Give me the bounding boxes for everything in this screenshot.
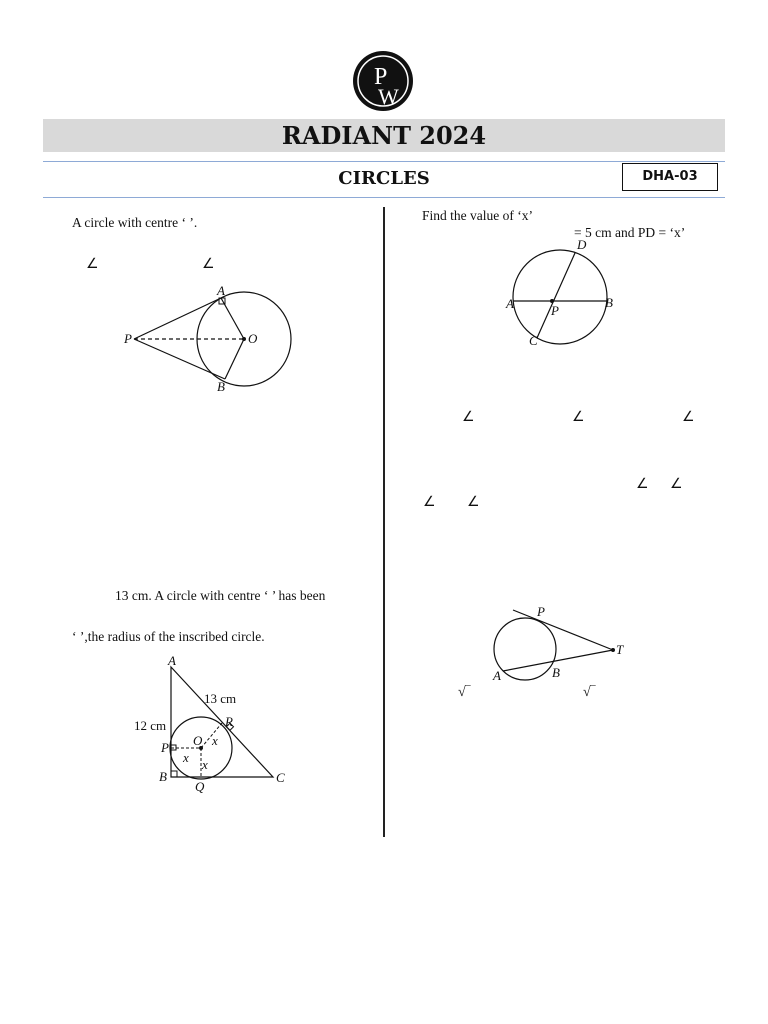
angle-symbol: ∠ — [423, 495, 436, 510]
angle-symbol: ∠ — [202, 257, 215, 272]
fig-label: x — [202, 757, 208, 772]
left-q1-text: A circle with centre ‘ ’. — [72, 215, 198, 230]
fig-label: C — [276, 770, 285, 785]
angle-symbol: ∠ — [636, 477, 649, 492]
side-ac-length: 13 cm — [204, 691, 237, 706]
triangle-figure — [130, 655, 290, 795]
fig-label: T — [616, 642, 624, 657]
side-ab-length: 12 cm — [134, 718, 167, 733]
fig-label: x — [212, 733, 218, 748]
fig-label: B — [159, 769, 167, 784]
fig-label: x — [183, 750, 189, 765]
fig-label: A — [217, 283, 225, 298]
sheet-code: DHA-03 — [622, 163, 718, 191]
fig-label: P — [551, 303, 559, 318]
root-symbol: √‾ — [583, 685, 596, 700]
fig-label: D — [577, 237, 587, 252]
angle-symbol: ∠ — [462, 410, 475, 425]
fig-label: P — [161, 740, 169, 755]
right-q1-line1: Find the value of ‘x’ — [422, 208, 533, 223]
secant-tangent-figure — [488, 603, 628, 683]
fig-label: B — [605, 295, 613, 310]
fig-label: A — [506, 296, 514, 311]
fig-label: B — [552, 665, 560, 680]
svg-text:W: W — [378, 84, 399, 109]
fig-label: A — [493, 668, 501, 683]
pw-logo-icon — [352, 50, 414, 112]
header-divider-bottom — [43, 197, 725, 198]
tangents-figure — [120, 280, 300, 395]
fig-label: P — [124, 331, 132, 346]
fig-label: A — [168, 655, 176, 668]
root-symbol: √‾ — [458, 685, 471, 700]
banner-title: RADIANT 2024 — [281, 121, 487, 150]
fig-label: B — [217, 379, 225, 394]
fig-label: P — [537, 604, 545, 619]
fig-label: O — [248, 331, 258, 346]
fig-label: Q — [195, 779, 205, 794]
angle-symbol: ∠ — [572, 410, 585, 425]
left-q2-line2: ‘ ’,the radius of the inscribed circle. — [72, 629, 265, 644]
right-q1-line2: = 5 cm and PD = ‘x’ — [574, 225, 686, 240]
angle-symbol: ∠ — [682, 410, 695, 425]
fig-label: C — [529, 333, 538, 348]
pw-logo — [352, 50, 414, 112]
column-divider — [383, 207, 385, 837]
angle-symbol: ∠ — [467, 495, 480, 510]
header-divider-top — [43, 161, 725, 162]
intersecting-chords-figure — [500, 237, 625, 349]
svg-text:P: P — [374, 64, 388, 90]
angle-symbol: ∠ — [670, 477, 683, 492]
fig-label: O — [193, 733, 203, 748]
angle-symbol: ∠ — [86, 257, 99, 272]
fig-label: R — [225, 714, 233, 729]
left-q2-line1: 13 cm. A circle with centre ‘ ’ has been — [115, 588, 326, 603]
chapter-title: CIRCLES — [338, 168, 430, 189]
